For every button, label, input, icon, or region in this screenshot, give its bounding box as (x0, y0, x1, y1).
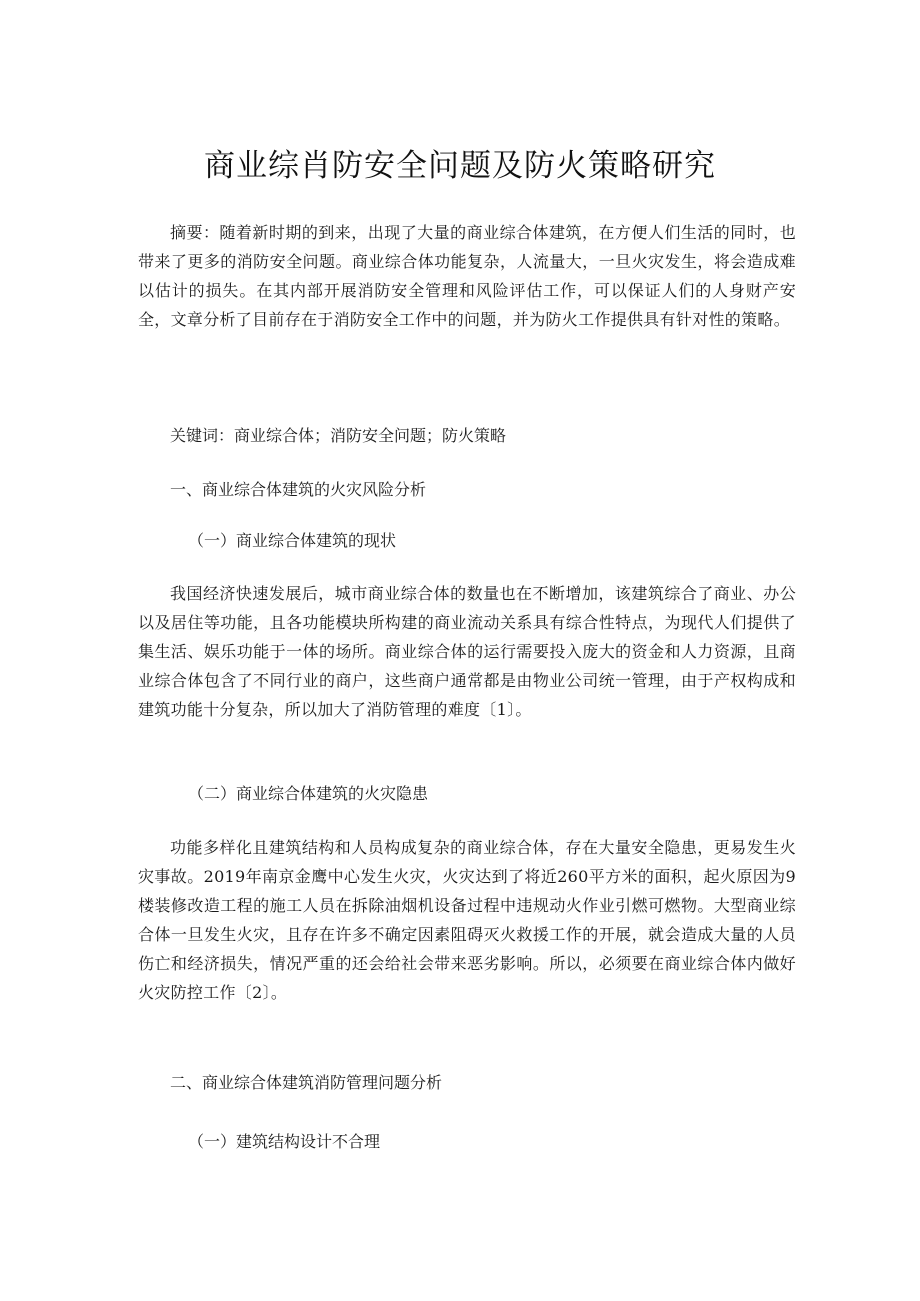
section-2-heading: 二、商业综合体建筑消防管理问题分析 (170, 1073, 443, 1092)
keywords-line: 关键词：商业综合体；消防安全问题；防火策略 (170, 426, 507, 445)
subsection-1-2-heading: （二）商业综合体建筑的火灾隐患 (188, 784, 429, 803)
subsection-1-1-heading: （一）商业综合体建筑的现状 (188, 531, 397, 550)
subsection-1-1-paragraph: 我国经济快速发展后，城市商业综合体的数量也在不断增加，该建筑综合了商业、办公以及居住等功能，且各功能模块所构建的商业流动关系具有综合性特点，为现代人们提供了集生活、娱乐功能于一体的场所。商业综合体的运行需要投入庞大的资金和人力资源，且商业综合体包含了不同行业的商户，这些商户通常都是由物业公司统一管理，由于产权构成和建筑功能十分复杂，所以加大了消防管理的难度〔1〕。 (138, 584, 796, 719)
abstract-paragraph: 摘要：随着新时期的到来，出现了大量的商业综合体建筑，在方便人们生活的同时，也带来了更多的消防安全问题。商业综合体功能复杂，人流量大，一旦火灾发生，将会造成难以估计的损失。在其内部开展消防安全管理和风险评估工作，可以保证人们的人身财产安全，文章分析了目前存在于消防安全工作中的问题，并为防火工作提供具有针对性的策略。 (138, 223, 796, 329)
document-title: 商业综肖防安全问题及防火策略研究 (204, 148, 716, 184)
section-1-heading: 一、商业综合体建筑的火灾风险分析 (170, 480, 427, 499)
subsection-1-2-paragraph: 功能多样化且建筑结构和人员构成复杂的商业综合体，存在大量安全隐患，更易发生火灾事故。2019年南京金鹰中心发生火灾，火灾达到了将近260平方米的面积，起火原因为9楼装修改造工程的施工人员在拆除油烟机设备过程中违规动火作业引燃可燃物。大型商业综合体一旦发生火灾，且存在许多不确定因素阻碍灭火救援工作的开展，就会造成大量的人员伤亡和经济损失，情况严重的还会给社会带来恶劣影响。所以，必须要在商业综合体内做好火灾防控工作〔2〕。 (138, 838, 796, 1002)
subsection-2-1-heading: （一）建筑结构设计不合理 (188, 1132, 381, 1151)
